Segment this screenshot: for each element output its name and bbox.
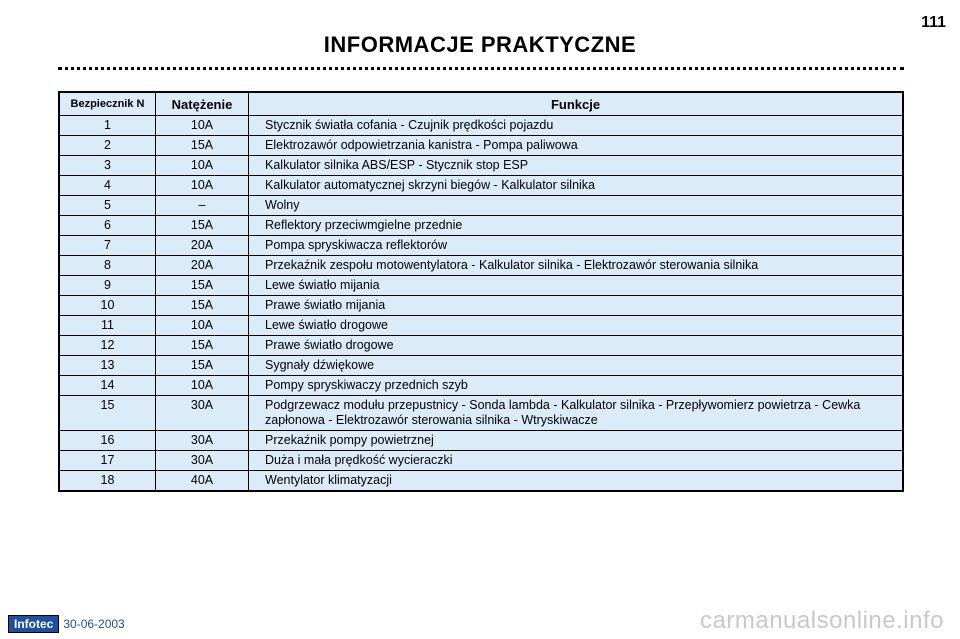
dotted-divider xyxy=(58,67,904,70)
fuse-number-cell: 13 xyxy=(59,356,156,376)
function-cell: Duża i mała prędkość wycieraczki xyxy=(249,451,904,471)
function-cell: Elektrozawór odpowietrzania kanistra - Pompa paliwowa xyxy=(249,136,904,156)
table-row xyxy=(59,196,903,216)
amperage-cell: 15A xyxy=(156,356,249,376)
fuse-number-cell: 3 xyxy=(59,156,156,176)
fuse-number-cell: 10 xyxy=(59,296,156,316)
amperage-cell: 10A xyxy=(156,116,249,136)
fuse-number-cell: 11 xyxy=(59,316,156,336)
table-row xyxy=(59,116,903,136)
function-cell: Wentylator klimatyzacji xyxy=(249,471,904,492)
amperage-cell: 15A xyxy=(156,296,249,316)
function-cell: Przekaźnik zespołu motowentylatora - Kalkulator silnika - Elektrozawór sterowania silnika xyxy=(249,256,904,276)
table-row xyxy=(59,471,903,492)
table-row xyxy=(59,356,903,376)
function-cell: Pompy spryskiwaczy przednich szyb xyxy=(249,376,904,396)
fuse-number-cell: 17 xyxy=(59,451,156,471)
amperage-cell: 10A xyxy=(156,316,249,336)
fuse-number-cell: 16 xyxy=(59,431,156,451)
function-cell: Pompa spryskiwacza reflektorów xyxy=(249,236,904,256)
function-cell: Lewe światło drogowe xyxy=(249,316,904,336)
fuse-number-cell: 7 xyxy=(59,236,156,256)
amperage-cell: 15A xyxy=(156,216,249,236)
page-title: INFORMACJE PRAKTYCZNE xyxy=(323,32,637,57)
fuse-number-cell: 4 xyxy=(59,176,156,196)
amperage-cell: 20A xyxy=(156,256,249,276)
header-fuse-number: Bezpiecznik N xyxy=(59,92,156,116)
amperage-cell: 10A xyxy=(156,176,249,196)
fuse-table-body xyxy=(59,116,903,492)
fuse-number-cell: 6 xyxy=(59,216,156,236)
function-cell: Przekaźnik pompy powietrznej xyxy=(249,431,904,451)
fuse-number-cell: 5 xyxy=(59,196,156,216)
fuse-number-cell: 14 xyxy=(59,376,156,396)
header-amperage: Natężenie xyxy=(156,92,249,116)
footer-date: 30-06-2003 xyxy=(63,617,125,631)
fuse-number-cell: 15 xyxy=(59,396,156,431)
fuse-number-cell: 9 xyxy=(59,276,156,296)
fuse-number-cell: 18 xyxy=(59,471,156,492)
fuse-table xyxy=(58,91,904,492)
amperage-cell: 30A xyxy=(156,431,249,451)
function-cell: Prawe światło mijania xyxy=(249,296,904,316)
table-row xyxy=(59,336,903,356)
footer xyxy=(8,615,125,633)
amperage-cell: 30A xyxy=(156,396,249,431)
amperage-cell: 10A xyxy=(156,156,249,176)
table-row xyxy=(59,376,903,396)
table-row xyxy=(59,136,903,156)
function-cell: Prawe światło drogowe xyxy=(249,336,904,356)
fuse-number-cell: 8 xyxy=(59,256,156,276)
amperage-cell: 10A xyxy=(156,376,249,396)
fuse-number-cell: 2 xyxy=(59,136,156,156)
function-cell: Wolny xyxy=(249,196,904,216)
amperage-cell: 15A xyxy=(156,136,249,156)
table-row xyxy=(59,396,903,431)
amperage-cell: 30A xyxy=(156,451,249,471)
table-row xyxy=(59,176,903,196)
table-row xyxy=(59,316,903,336)
function-cell: Reflektory przeciwmgielne przednie xyxy=(249,216,904,236)
table-row xyxy=(59,216,903,236)
table-row xyxy=(59,451,903,471)
amperage-cell: 40A xyxy=(156,471,249,492)
table-row xyxy=(59,236,903,256)
table-row xyxy=(59,156,903,176)
amperage-cell: – xyxy=(156,196,249,216)
header-functions: Funkcje xyxy=(249,92,904,116)
table-row xyxy=(59,296,903,316)
function-cell: Lewe światło mijania xyxy=(249,276,904,296)
fuse-number-cell: 1 xyxy=(59,116,156,136)
table-row xyxy=(59,431,903,451)
function-cell: Sygnały dźwiękowe xyxy=(249,356,904,376)
table-row xyxy=(59,256,903,276)
function-cell: Stycznik światła cofania - Czujnik prędkości pojazdu xyxy=(265,118,554,132)
page-number: 111 xyxy=(921,14,946,31)
function-cell: Podgrzewacz modułu przepustnicy - Sonda lambda - Kalkulator silnika - Przepływomierz powietrza - Cewka zapłonowa - Elektrozawór sterowania silnika - Wtryskiwacze xyxy=(249,396,904,431)
function-cell: Kalkulator silnika ABS/ESP - Stycznik stop ESP xyxy=(249,156,904,176)
amperage-cell: 15A xyxy=(156,276,249,296)
function-cell: Kalkulator automatycznej skrzyni biegów - Kalkulator silnika xyxy=(249,176,904,196)
amperage-cell: 15A xyxy=(156,336,249,356)
table-row xyxy=(59,276,903,296)
fuse-number-cell: 12 xyxy=(59,336,156,356)
amperage-cell: 20A xyxy=(156,236,249,256)
infotec-logo: Infotec xyxy=(8,615,59,633)
watermark: carmanualsonline.info xyxy=(700,607,944,634)
table-header-row xyxy=(59,92,903,116)
